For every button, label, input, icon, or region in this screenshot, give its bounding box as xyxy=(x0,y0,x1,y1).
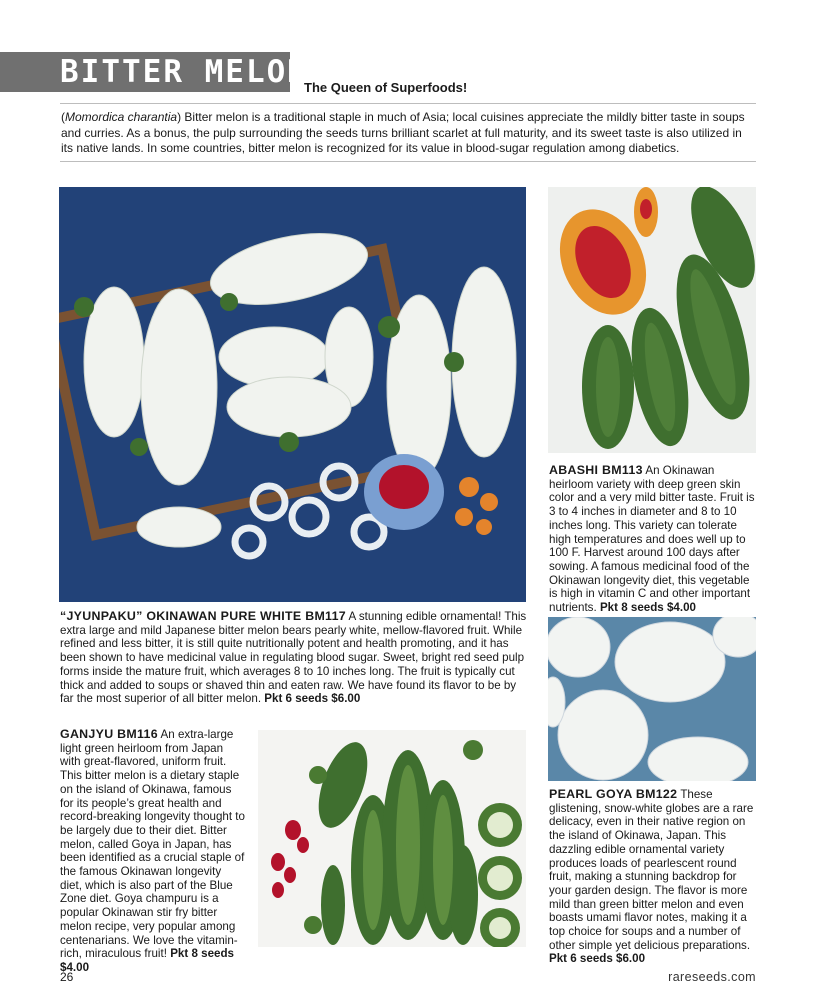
product-jyunpaku xyxy=(60,610,528,706)
website-link[interactable]: rareseeds.com xyxy=(668,970,756,984)
product-name: GANJYU BM116 xyxy=(60,727,158,741)
ganjyu-photo xyxy=(258,730,526,947)
product-description: These glistening, snow-white globes are a rare delicacy, even in their native region on the island of Okinawa, Japan. This dazzling edible ornamental variety produces loads of pearlescent round fruit, making a stunning backdrop for your garden design. The flavor is more mild than green bitter melon and even boasts umami flavor notes, making it a top choice for soups and a number of other simple yet delicious preparations. xyxy=(549,788,754,952)
product-pearl-goya xyxy=(549,788,758,966)
product-name: PEARL GOYA BM122 xyxy=(549,787,678,801)
product-ganjyu xyxy=(60,728,246,975)
product-packet-price: Pkt 8 seeds $4.00 xyxy=(60,947,234,974)
intro-paragraph: (Momordica charantia) Bitter melon is a traditional staple in much of Asia; local cuisines appreciate the mildly bitter taste in soups and curries. As a bonus, the pulp surrounding the seeds turns brilliant scarlet at full maturity, and its sweet taste is also utilized in its native lands. In some countries, bitter melon is recognized for its value in blood-sugar regulation among diabetics. xyxy=(61,110,745,155)
page-number: 26 xyxy=(60,970,74,984)
latin-name: Momordica charantia xyxy=(65,110,178,124)
jyunpaku-photo xyxy=(59,187,526,602)
page-title: BITTER MELON xyxy=(60,54,308,90)
product-packet-price: Pkt 6 seeds $6.00 xyxy=(264,692,361,706)
intro-text: Bitter melon is a traditional staple in much of Asia; local cuisines appreciate the mildly bitter taste in soups and curries. As a bonus, the pulp surrounding the seeds turns brilliant scarlet at full maturity, and its sweet taste is also utilized in its native lands. In some countries, bitter melon is recognized for its value in blood-sugar regulation among diabetics. xyxy=(61,110,745,155)
product-name: ABASHI BM113 xyxy=(549,463,643,477)
product-description: A stunning edible ornamental! This extra large and mild Japanese bitter melon bears pearly white, mellow-flavored fruit. While refined and less bitter, it is still quite nutritionally potent and health promoting, and it has been shown to have medicinal value in regulating blood sugar. Sweet, bright red seed pulp forms inside the mature fruit, which averages 8 to 10 inches long. The fruit is typically cut thick and added to soups or shaved thin and eaten raw. We have found its flavor to be by far the most superior of all bitter melon. xyxy=(60,610,527,706)
product-packet-price: Pkt 6 seeds $6.00 xyxy=(549,952,646,966)
product-description: An extra-large light green heirloom from Japan with great-flavored, uniform fruit. This bitter melon is a dietary staple on the island of Okinawa, famous for its people’s great health and record-breaking longevity thought to be largely due to their diet. Bitter melon, called Goya in Japan, has been identified as a crucial staple of the famous Okinawan longevity diet, which is also part of the Blue Zone diet. Goya champuru is a popular Okinawan stir fry bitter melon recipe, very popular among centenarians. We love the vitamin-rich, miraculous fruit! xyxy=(60,728,245,961)
product-description: An Okinawan heirloom variety with deep green skin color and a very mild bitter taste. Fruit is 3 to 4 inches in diameter and 8 to 10 inches long. This variety can tolerate high temperatures and does well up to 100 F. Harvest around 100 days after sowing. A famous medicinal food of the Okinawan longevity diet, this vegetable is high in vitamin C and other important nutrients. xyxy=(549,464,755,615)
page-tagline: The Queen of Superfoods! xyxy=(304,80,468,95)
top-divider xyxy=(60,103,756,104)
abashi-photo xyxy=(548,187,756,453)
product-packet-price: Pkt 8 seeds $4.00 xyxy=(599,601,696,615)
pearl-goya-photo xyxy=(548,617,756,781)
intro-divider xyxy=(60,161,756,162)
product-name: “JYUNPAKU” OKINAWAN PURE WHITE BM117 xyxy=(60,609,346,623)
product-abashi xyxy=(549,464,758,615)
